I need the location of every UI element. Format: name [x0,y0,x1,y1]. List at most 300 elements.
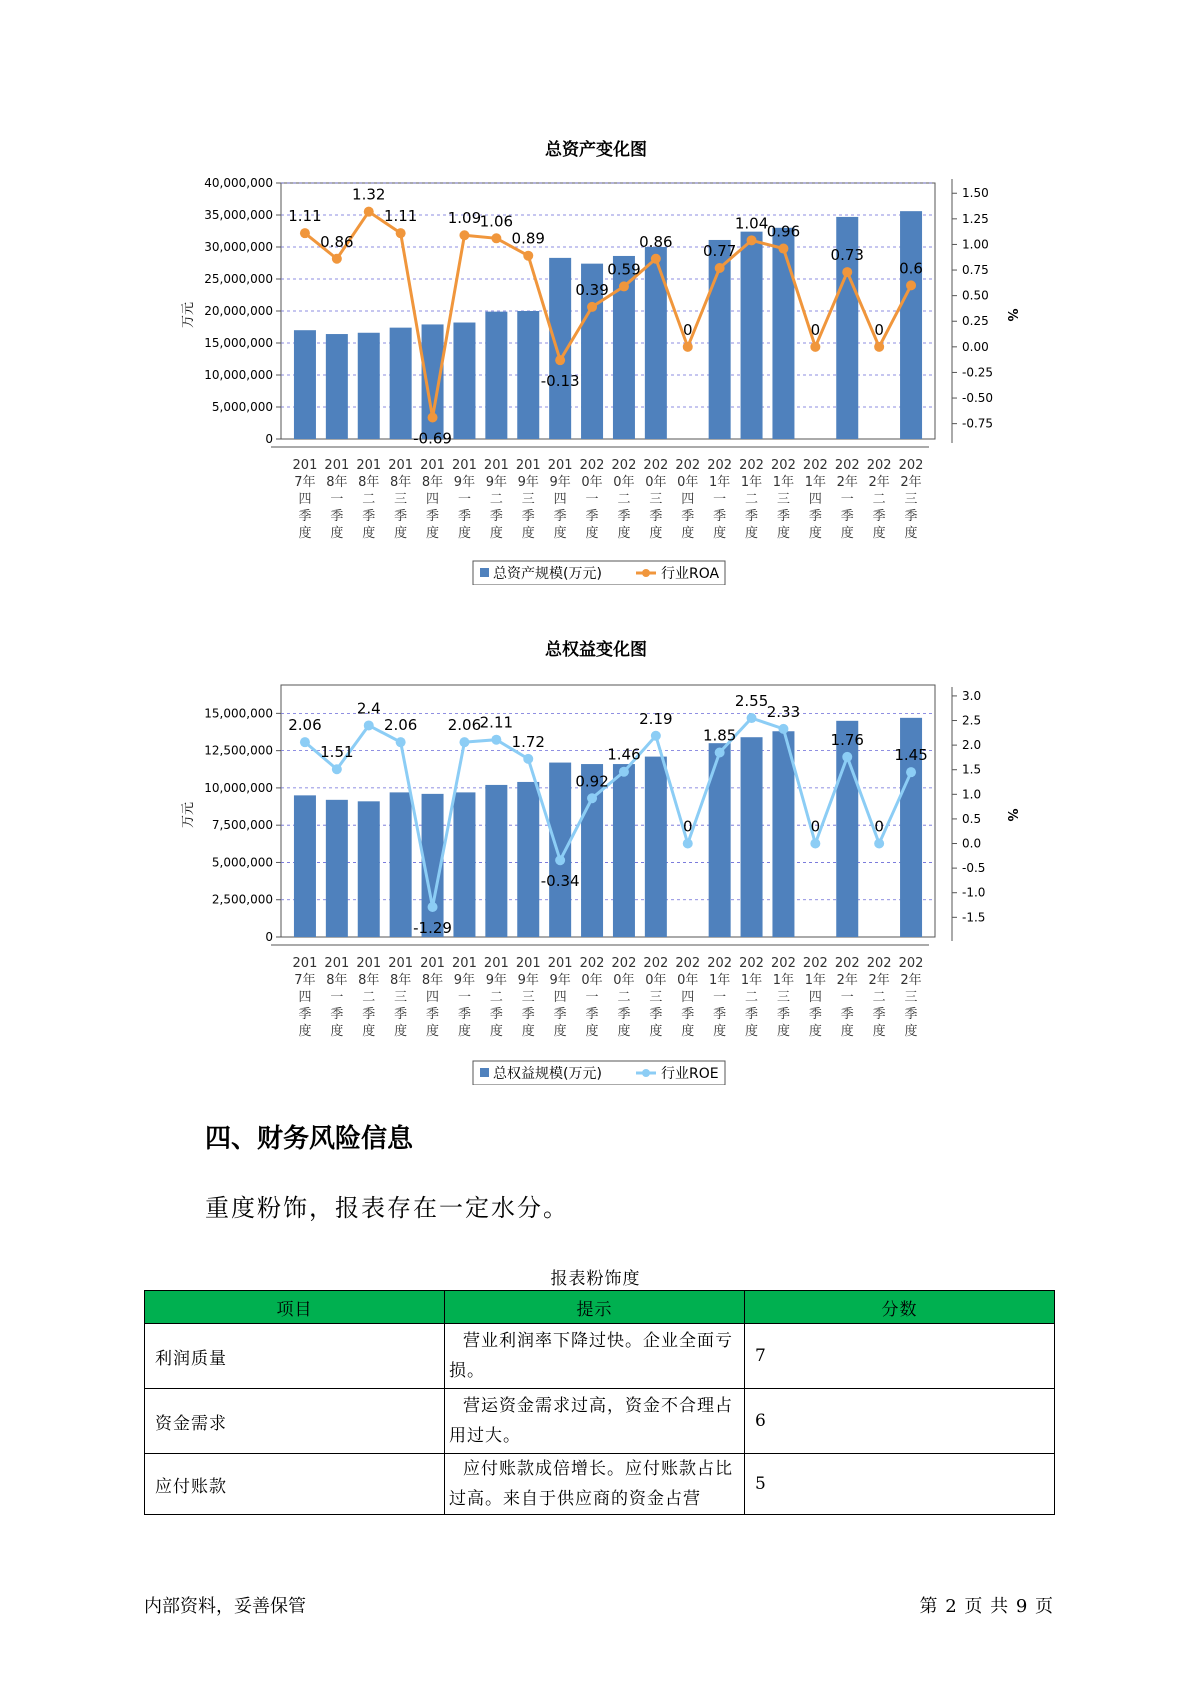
x-tick-line: 一 [585,990,599,1005]
x-tick-line: 度 [745,1024,759,1039]
left-tick-label: 12,500,000 [204,743,273,758]
line-point [396,228,406,238]
x-tick-line: 1年 [709,973,731,988]
x-tick-line: 度 [681,526,695,541]
bar [645,757,667,937]
x-tick-label [675,458,700,541]
x-tick-line: 一 [457,492,471,507]
x-tick-label [388,458,413,541]
x-tick-line: 度 [776,526,790,541]
line-point [555,355,565,365]
data-label: 2.06 [288,716,322,735]
x-tick-line: 季 [713,509,727,524]
left-tick-label: 10,000,000 [204,780,273,795]
line-point [906,280,916,290]
data-label: 1.51 [320,743,354,762]
bar [772,228,794,439]
x-tick-label [835,458,860,541]
x-tick-line: 9年 [517,973,539,988]
line-point [651,731,661,741]
line-point [810,342,820,352]
x-tick-line: 三 [904,492,918,507]
x-tick-line: 季 [394,1007,408,1022]
x-tick-line: 度 [298,1024,312,1039]
x-tick-line: 二 [489,492,503,507]
table-row [145,1454,1055,1515]
line-point [651,254,661,264]
x-tick-line: 四 [298,492,312,507]
x-tick-line: 202 [675,458,701,473]
x-tick-line: 三 [776,990,790,1005]
x-tick-line: 202 [643,956,669,971]
x-tick-line: 一 [713,492,727,507]
x-tick-label [867,956,892,1039]
x-tick-line: 三 [394,990,408,1005]
left-tick-label: 2,500,000 [211,892,273,907]
x-tick-line: 202 [771,956,796,971]
x-tick-label [356,956,381,1039]
x-tick-line: 度 [585,1024,599,1039]
data-label: 0 [682,817,693,836]
x-tick-line: 三 [521,492,535,507]
right-tick-label: 1.50 [962,186,989,201]
x-tick-line: 202 [611,458,637,473]
line-point [842,752,852,762]
x-tick-line: 2年 [836,475,858,490]
x-tick-line: 201 [547,956,573,971]
x-tick-line: 7年 [294,475,316,490]
x-tick-line: 二 [617,492,631,507]
x-tick-line: 季 [713,1007,727,1022]
x-tick-line: 季 [872,509,886,524]
x-tick-line: 季 [745,1007,759,1022]
x-tick-label [356,458,381,541]
x-tick-line: 度 [776,1024,790,1039]
x-tick-line: 四 [681,492,695,507]
x-axis-labels [271,945,929,1039]
x-tick-label [452,458,477,541]
x-tick-line: 度 [489,1024,503,1039]
x-tick-line: 度 [904,1024,918,1039]
x-tick-line: 度 [553,526,567,541]
right-tick-label: 0.5 [962,811,982,826]
chart-title: 总权益变化图 [545,640,647,660]
data-label: 0.92 [575,772,609,791]
x-tick-line: 度 [617,526,631,541]
right-tick-label: 0.0 [962,836,982,851]
right-tick-label: -0.25 [962,365,994,380]
left-axis-label: 万元 [181,301,196,329]
x-tick-line: 二 [872,990,886,1005]
bar [294,795,316,937]
line-point [364,720,374,730]
left-tick-label: 35,000,000 [204,208,273,222]
legend-line-label: 行业ROE [661,1066,719,1082]
table-caption: 报表粉饰度 [550,1269,641,1289]
x-tick-label [643,956,668,1039]
x-tick-line: 季 [426,1007,440,1022]
x-tick-label [771,458,796,541]
x-tick-label [771,956,796,1039]
x-tick-line: 季 [649,509,663,524]
x-tick-line: 8年 [390,475,412,490]
bar [517,782,539,937]
x-tick-line: 8年 [358,973,380,988]
data-label: 0.39 [575,280,609,299]
x-tick-line: 三 [904,990,918,1005]
right-tick-label: 1.5 [962,762,982,777]
data-label: 1.11 [288,207,322,226]
data-label: 0 [874,817,884,836]
row-hint-cell [445,1454,745,1515]
x-tick-line: 度 [330,526,344,541]
legend-line-label: 行业ROA [661,566,720,582]
x-tick-line: 度 [298,526,312,541]
x-tick-line: 季 [298,509,312,524]
x-tick-line: 202 [739,956,764,971]
x-tick-line: 季 [808,1007,822,1022]
x-tick-line: 9年 [453,475,476,490]
x-tick-line: 201 [356,956,382,971]
data-label: 1.06 [479,212,514,231]
x-tick-line: 二 [745,990,759,1005]
x-tick-line: 201 [483,956,509,971]
x-tick-line: 0年 [613,973,635,988]
x-tick-line: 度 [521,1024,535,1039]
line-point [906,767,916,777]
x-tick-line: 0年 [677,475,699,490]
header-hint: 提示 [445,1291,745,1324]
x-tick-line: 季 [904,509,918,524]
x-tick-line: 202 [898,956,924,971]
left-tick-label: 30,000,000 [204,240,273,254]
x-tick-line: 8年 [421,973,444,988]
line-point [715,748,725,758]
x-tick-line: 1年 [709,475,731,490]
x-tick-line: 二 [362,492,376,507]
x-tick-line: 9年 [549,475,571,490]
x-tick-line: 202 [834,458,860,473]
x-tick-line: 度 [362,526,376,541]
data-label: 1.04 [734,214,769,233]
x-tick-line: 8年 [326,475,348,490]
x-tick-label [324,458,349,541]
x-tick-line: 度 [681,1024,695,1039]
data-label: -0.34 [540,872,580,891]
x-tick-label [803,956,828,1039]
x-tick-line: 202 [802,458,828,473]
data-label: 1.46 [607,745,641,764]
data-label: 0.89 [511,229,545,248]
x-tick-line: 201 [547,458,573,473]
data-label: 2.4 [356,699,381,718]
right-tick-label: 2.5 [962,713,982,728]
left-axis-label: 万元 [181,801,196,829]
bar [900,211,922,439]
x-tick-label [388,956,413,1039]
x-tick-line: 季 [489,1007,503,1022]
data-label: 0 [682,320,693,339]
section-summary: 重度粉饰，报表存在一定水分。 [205,1194,569,1222]
x-tick-line: 201 [483,458,509,473]
row-hint: 营业利润率下降过快。企业全面亏损。 [445,1324,745,1389]
x-tick-label [643,458,668,541]
x-tick-line: 度 [904,526,918,541]
data-label: 1.45 [894,746,928,765]
data-label: -0.69 [413,429,452,448]
line-point [778,244,788,254]
total-assets-chart [0,135,1191,585]
x-tick-line: 1年 [740,475,763,490]
line-point [715,263,725,273]
x-tick-line: 7年 [294,973,316,988]
x-tick-line: 三 [776,492,790,507]
data-label: 1.76 [830,730,864,749]
data-label: 0.77 [702,241,737,260]
x-tick-line: 度 [872,1024,886,1039]
x-tick-line: 三 [649,990,663,1005]
x-tick-line: 度 [617,1024,631,1039]
x-tick-label [293,956,318,1039]
x-tick-line: 8年 [390,973,412,988]
x-tick-line: 季 [681,1007,695,1022]
x-tick-line: 季 [904,1007,918,1022]
x-tick-line: 四 [553,990,567,1005]
bar [453,323,475,439]
x-tick-line: 202 [579,458,605,473]
x-tick-line: 季 [489,509,503,524]
bar [741,737,763,937]
data-label: 0.86 [320,232,354,251]
line-point [683,839,693,849]
line-series [288,186,923,448]
x-tick-label [516,458,541,541]
x-tick-line: 9年 [485,475,507,490]
left-tick-label: 15,000,000 [204,706,273,721]
line-point [619,281,629,291]
x-tick-line: 四 [681,990,695,1005]
x-tick-line: 201 [356,458,382,473]
x-tick-line: 一 [840,990,854,1005]
line-point [459,737,469,747]
x-tick-line: 2年 [868,475,890,490]
x-tick-line: 0年 [645,475,667,490]
x-tick-line: 202 [866,458,892,473]
line-point [300,737,310,747]
data-label: 0.59 [607,260,641,279]
left-axis-ticks [204,176,281,446]
x-tick-line: 度 [840,526,854,541]
left-tick-label: 15,000,000 [204,336,273,350]
data-label: 1.85 [702,726,737,745]
x-tick-label [484,956,509,1039]
header-score: 分数 [745,1291,1055,1324]
chart-title: 总资产变化图 [545,140,647,160]
x-tick-line: 一 [713,990,727,1005]
line-point [587,793,597,803]
section-heading: 四、财务风险信息 [205,1124,414,1154]
x-tick-label [899,458,924,541]
x-tick-line: 度 [426,526,440,541]
data-label: 2.11 [479,713,514,732]
data-label: 2.33 [766,702,801,721]
left-tick-label: 5,000,000 [211,855,273,870]
x-tick-line: 1年 [772,973,795,988]
left-tick-label: 7,500,000 [211,818,273,833]
right-axis-label: % [1004,308,1019,322]
x-tick-line: 202 [802,956,828,971]
right-tick-label: 2.0 [962,738,982,753]
x-tick-line: 季 [585,509,599,524]
data-label: 0.73 [830,246,864,265]
bar [517,311,539,439]
line-point [428,902,438,912]
x-tick-line: 季 [585,1007,599,1022]
x-tick-line: 二 [362,990,376,1005]
x-tick-line: 1年 [772,475,795,490]
data-label: 2.19 [639,709,673,728]
line-point [778,724,788,734]
x-tick-line: 2年 [836,973,858,988]
table-row [145,1389,1055,1454]
bar [326,334,348,439]
x-tick-line: 季 [394,509,408,524]
x-tick-line: 202 [643,458,669,473]
right-axis-label: % [1004,808,1019,822]
x-tick-line: 1年 [740,973,763,988]
x-tick-line: 0年 [581,973,603,988]
bar [453,792,475,937]
line-point [428,412,438,422]
x-tick-line: 季 [553,509,567,524]
x-tick-line: 三 [521,990,535,1005]
line-point [874,839,884,849]
x-tick-line: 季 [872,1007,886,1022]
x-tick-line: 201 [420,458,445,473]
x-tick-line: 201 [324,458,350,473]
x-tick-line: 度 [649,1024,663,1039]
left-tick-label: 0 [265,930,273,944]
x-tick-label [739,956,764,1039]
data-label: 1.72 [511,732,545,751]
x-tick-line: 0年 [677,973,699,988]
x-tick-line: 度 [872,526,886,541]
x-tick-label [420,458,445,541]
right-tick-label: -1.0 [962,885,986,900]
x-tick-line: 201 [292,956,318,971]
legend-bar-swatch [480,568,489,577]
x-tick-label [580,458,605,541]
legend-line-marker [642,1069,650,1077]
legend [473,561,725,585]
bar [485,312,507,439]
right-tick-label: 0.25 [962,314,989,329]
left-tick-label: 0 [265,432,273,446]
x-tick-line: 度 [649,526,663,541]
x-tick-line: 二 [872,492,886,507]
table-row [145,1324,1055,1389]
bar [485,785,507,937]
x-tick-line: 季 [362,1007,376,1022]
x-tick-line: 季 [298,1007,312,1022]
x-tick-line: 一 [585,492,599,507]
x-tick-line: 季 [426,509,440,524]
x-tick-label [867,458,892,541]
legend-bar-label: 总资产规模(万元) [493,566,602,582]
x-tick-line: 季 [617,1007,631,1022]
x-tick-line: 季 [745,509,759,524]
row-item: 利润质量 [145,1324,445,1389]
x-tick-line: 一 [840,492,854,507]
x-tick-line: 度 [521,526,535,541]
x-tick-line: 8年 [326,973,348,988]
legend-bar-label: 总权益规模(万元) [493,1066,602,1082]
right-tick-label: 1.00 [962,237,989,252]
right-axis-ticks [952,179,993,443]
x-tick-line: 四 [298,990,312,1005]
line-point [619,767,629,777]
x-tick-line: 202 [898,458,924,473]
x-tick-line: 201 [515,458,541,473]
left-tick-label: 20,000,000 [204,304,273,318]
right-tick-label: 0.50 [962,288,989,303]
row-item: 应付账款 [145,1454,445,1515]
footer-page-number: 第 2 页 共 9 页 [919,1596,1053,1617]
x-tick-line: 202 [834,956,860,971]
x-tick-line: 季 [617,509,631,524]
bar [390,328,412,439]
x-tick-line: 201 [324,956,350,971]
x-tick-line: 2年 [900,973,922,988]
x-tick-line: 一 [457,990,471,1005]
row-hint: 应付账款成倍增长。应付账款占比过高。来自于供应商的资金占营 [449,1459,733,1509]
x-tick-line: 度 [553,1024,567,1039]
x-tick-line: 度 [489,526,503,541]
x-tick-line: 202 [611,956,637,971]
risk-table [144,1290,1055,1515]
row-hint: 营运资金需求过高，资金不合理占用过大。 [445,1389,745,1454]
footer-confidential: 内部资料，妥善保管 [144,1596,306,1617]
x-tick-line: 度 [713,1024,727,1039]
line-point [842,267,852,277]
x-axis-labels [271,447,929,541]
bar [358,801,380,937]
right-tick-label: -0.5 [962,861,986,876]
x-tick-label [612,956,637,1039]
x-tick-line: 2年 [868,973,890,988]
line-point [523,754,533,764]
x-tick-line: 0年 [645,973,667,988]
x-tick-line: 季 [840,509,854,524]
x-tick-line: 季 [776,1007,790,1022]
x-tick-line: 1年 [804,475,826,490]
line-series [288,692,928,937]
x-tick-line: 2年 [900,475,922,490]
x-tick-line: 季 [330,509,344,524]
line-point [683,342,693,352]
x-tick-line: 季 [521,509,535,524]
bar [390,792,412,937]
right-tick-label: -1.5 [962,910,986,925]
x-tick-line: 季 [840,1007,854,1022]
x-tick-line: 201 [388,956,414,971]
line-point [587,302,597,312]
line-point [300,228,310,238]
line-point [810,839,820,849]
x-tick-line: 202 [707,956,733,971]
row-score: 6 [745,1389,1055,1454]
x-tick-label [675,956,700,1039]
